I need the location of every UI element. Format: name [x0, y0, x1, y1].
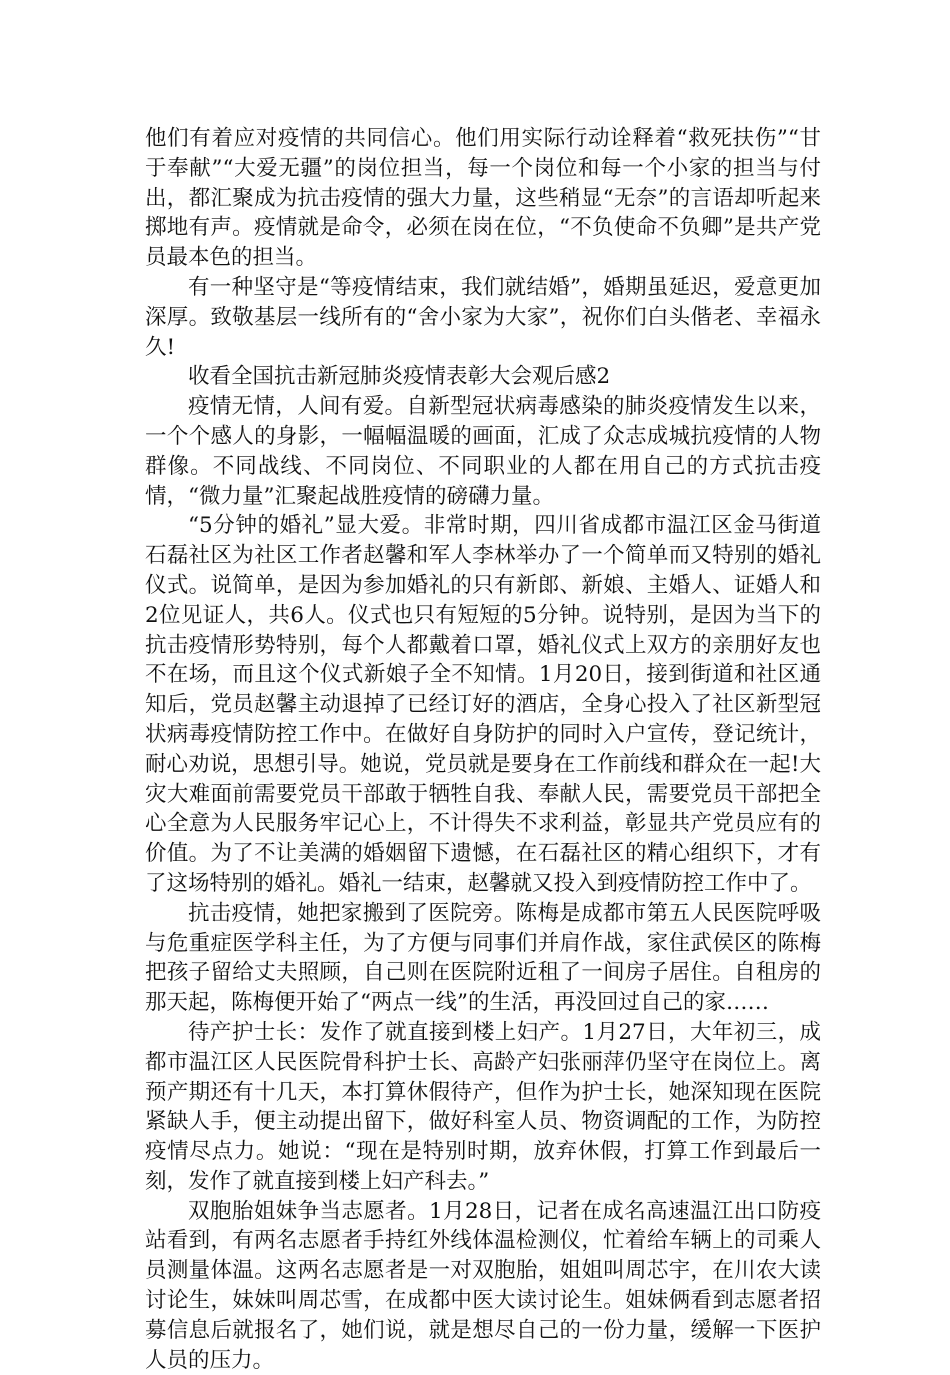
paragraph-head-nurse: 待产护士长：发作了就直接到楼上妇产。1月27日，大年初三，成都市温江区人民医院骨科护士长、高龄产妇张丽萍仍坚守在岗位上。离预产期还有十几天，本打算休假待产，但作为护士长，她深知现在医院紧缺人手，便主动提出留下，做好科室人员、物资调配的工作，为防控疫情尽点力。她说：“现在是特别时期，放弃休假，打算工作到最后一刻，发作了就直接到楼上妇产科去。”: [145, 1019, 821, 1194]
paragraph-intro: 疫情无情，人间有爱。自新型冠状病毒感染的肺炎疫情发生以来，一个个感人的身影，一幅幅温暖的画面，汇成了众志成城抗疫情的人物群像。不同战线、不同岗位、不同职业的人都在用自己的方式抗击疫情，“微力量”汇聚起战胜疫情的磅礴力量。: [145, 394, 821, 509]
document-page: [145, 124, 821, 1375]
essay-title: 收看全国抗击新冠肺炎疫情表彰大会观后感2: [188, 364, 611, 390]
paragraph-hospital-home: 抗击疫情，她把家搬到了医院旁。陈梅是成都市第五人民医院呼吸与危重症医学科主任，为了方便与同事们并肩作战，家住武侯区的陈梅把孩子留给丈夫照顾，自己则在医院附近租了一间房子居住。自租房的那天起，陈梅便开始了“两点一线”的生活，再没回过自己的家……: [145, 900, 821, 1016]
paragraph-twin-volunteers: 双胞胎姐妹争当志愿者。1月28日，记者在成名高速温江出口防疫站看到，有两名志愿者手持红外线体温检测仪，忙着给车辆上的司乘人员测量体温。这两名志愿者是一对双胞胎，姐姐叫周芯宇，在川农大读讨论生，妹妹叫周芯雪，在成都中医大读讨论生。姐妹俩看到志愿者招募信息后就报名了，她们说，就是想尽自己的一份力量，缓解一下医护人员的压力。: [145, 1198, 821, 1373]
paragraph-wedding-postponed: 有一种坚守是“等疫情结束，我们就结婚”，婚期虽延迟，爱意更加深厚。致敬基层一线所有的“舍小家为大家”，祝你们白头偕老、幸福永久!: [145, 274, 821, 360]
paragraph-continuation: 他们有着应对疫情的共同信心。他们用实际行动诠释着“救死扶伤”“甘于奉献”“大爱无疆”的岗位担当，每一个岗位和每一个小家的担当与付出，都汇聚成为抗击疫情的强大力量，这些稍显“无奈”的言语却听起来掷地有声。疫情就是命令，必须在岗在位，“不负使命不负卿”是共产党员最本色的担当。: [145, 126, 821, 271]
paragraph-five-minute-wedding: “5分钟的婚礼”显大爱。非常时期，四川省成都市温江区金马街道石磊社区为社区工作者赵馨和军人李林举办了一个简单而又特别的婚礼仪式。说简单，是因为参加婚礼的只有新郎、新娘、主婚人、证婚人和2位见证人，共6人。仪式也只有短短的5分钟。说特别，是因为当下的抗击疫情形势特别，每个人都戴着口罩，婚礼仪式上双方的亲朋好友也不在场，而且这个仪式新娘子全不知情。1月20日，接到街道和社区通知后，党员赵馨主动退掉了已经订好的酒店，全身心投入了社区新型冠状病毒疫情防控工作中。在做好自身防护的同时入户宣传，登记统计，耐心劝说，思想引导。她说，党员就是要身在工作前线和群众在一起!大灾大难面前需要党员干部敢于牺牲自我、奉献人民，需要党员干部把全心全意为人民服务牢记心上，不计得失不求利益，彰显共产党员应有的价值。为了不让美满的婚姻留下遗憾，在石磊社区的精心组织下，才有了这场特别的婚礼。婚礼一结束，赵馨就又投入到疫情防控工作中了。: [145, 513, 821, 896]
